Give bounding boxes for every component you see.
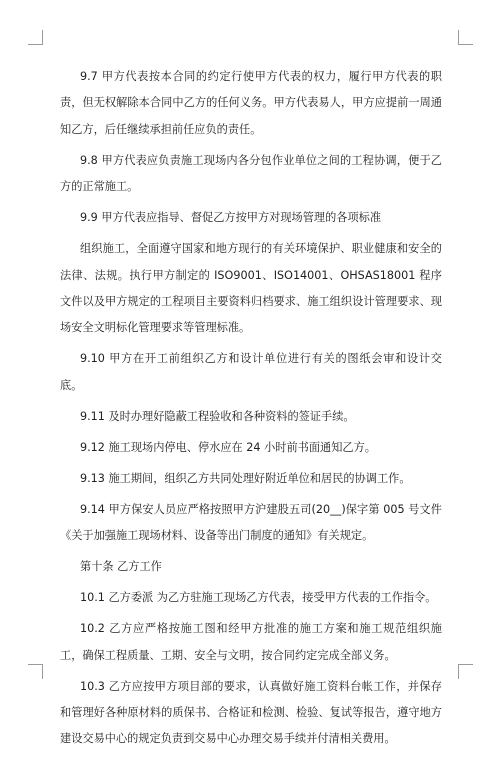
clause-9-12: 9.12 施工现场内停电、停水应在 24 小时前书面通知乙方。 <box>80 440 376 454</box>
clause-9-7: 9.7 甲方代表按本合同的约定行使甲方代表的权力，履行甲方代表的职责，但无权解除本合同中乙方的任何义务。甲方代表易人，甲方应提前一周通知乙方，后任继续承担前任应负的责任。 <box>60 70 442 136</box>
clause-9-9-continued: 组织施工，全面遵守国家和地方现行的有关环境保护、职业健康和安全的法律、法规。执行甲方制定的 ISO9001、ISO14001、OHSAS18001 程序文件以及甲方规定的工程项目主要资料归档要求、施工组织设计管理要求、现场安全文明标化管理要求等管理标准。 <box>60 242 442 335</box>
clause-10-2: 10.2 乙方应严格按施工图和经甲方批准的施工方案和施工规范组织施工，确保工程质量、工期、安全与文明，按合同约定完成全部义务。 <box>60 622 442 662</box>
crop-mark-bottom-right <box>458 664 473 679</box>
clause-9-13: 9.13 施工期间，组织乙方共同处理好附近单位和居民的协调工作。 <box>80 471 411 485</box>
clause-9-11: 9.11 及时办理好隐蔽工程验收和各种资料的签证手续。 <box>80 409 355 423</box>
crop-mark-bottom-left <box>28 664 43 679</box>
clause-9-14: 9.14 甲方保安人员应严格按照甲方沪建股五司(20__)保字第 005 号文件《关于加强施工现场材料、设备等出门制度的通知》有关规定。 <box>60 502 442 543</box>
clause-9-9: 9.9 甲方代表应指导、督促乙方按甲方对现场管理的各项标准 <box>80 211 382 225</box>
crop-mark-top-left <box>28 30 43 45</box>
clause-9-10: 9.10 甲方在开工前组织乙方和设计单位进行有关的图纸会审和设计交底。 <box>60 352 442 392</box>
document-body <box>60 64 442 757</box>
crop-mark-top-right <box>458 30 473 45</box>
clause-10-1: 10.1 乙方委派 为乙方驻施工现场乙方代表，接受甲方代表的工作指令。 <box>80 591 437 605</box>
clause-9-8: 9.8 甲方代表应负责施工现场内各分包作业单位之间的工程协调，便于乙方的正常施工。 <box>60 153 442 194</box>
article-10-heading: 第十条 乙方工作 <box>80 560 162 574</box>
clause-10-3: 10.3 乙方应按甲方项目部的要求，认真做好施工资料台帐工作，并保存和管理好各种原材料的质保书、合格证和检测、检验、复试等报告，遵守地方建设交易中心的规定负责到交易中心办理交易手续并付清相关费用。 <box>60 679 442 746</box>
